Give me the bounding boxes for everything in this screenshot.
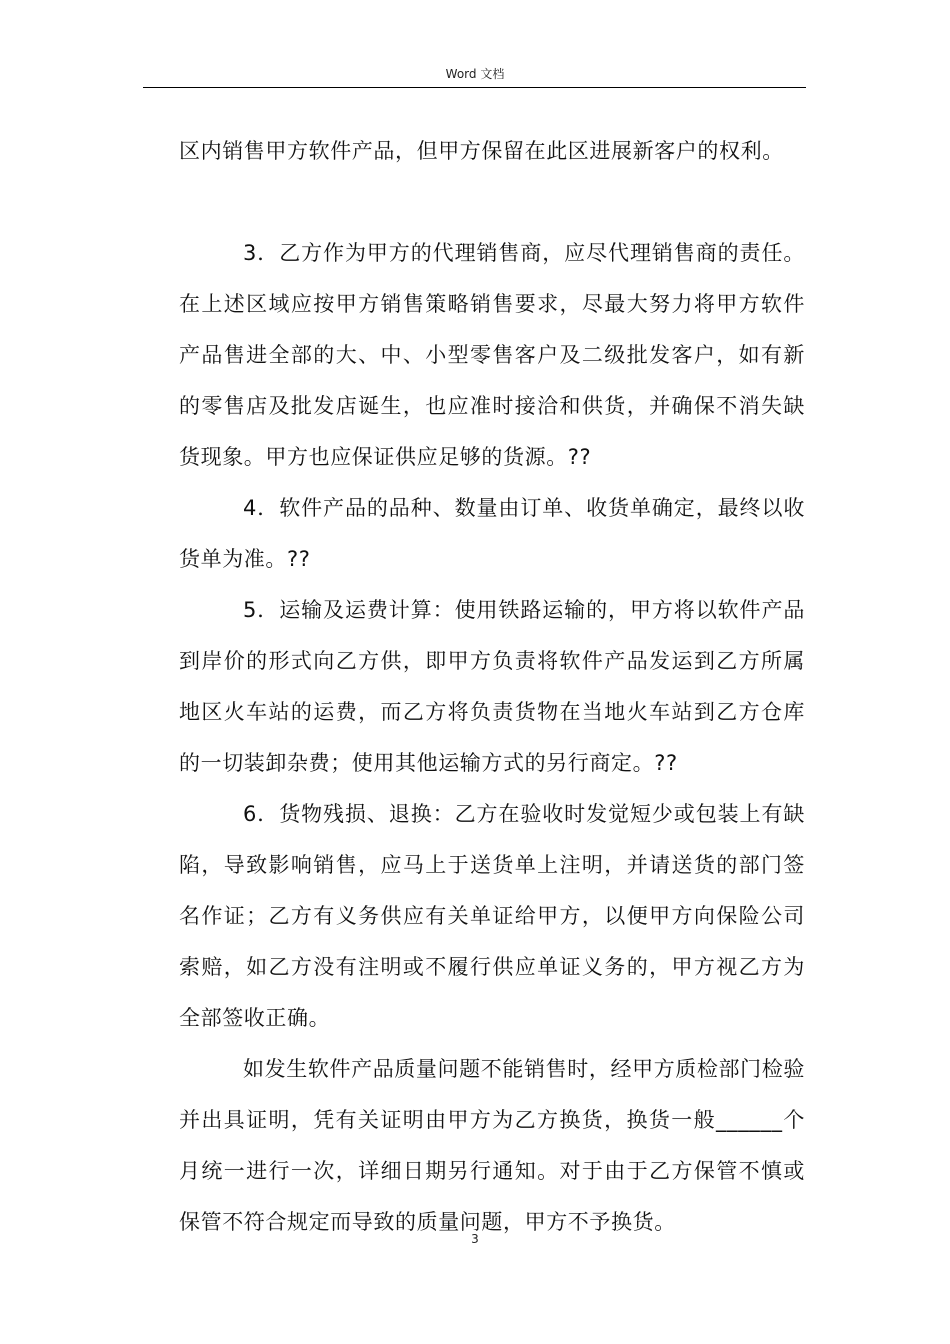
paragraph-continuation: 区内销售甲方软件产品，但甲方保留在此区进展新客户的权利。 (179, 139, 784, 163)
paragraph-clause-5: 5．运输及运费计算：使用铁路运输的，甲方将以软件产品到岸价的形式向乙方供，即甲方负责将软件产品发运到乙方所属地区火车站的运费，而乙方将负责货物在当地火车站到乙方仓库的一切装卸杂费；使用其他运输方式的另行商定。?? (179, 598, 805, 775)
page-number: 3 (471, 1232, 479, 1246)
document-body (179, 126, 805, 1248)
paragraph-clause-6: 6．货物残损、退换：乙方在验收时发觉短少或包装上有缺陷，导致影响销售，应马上于送货单上注明，并请送货的部门签名作证；乙方有义务供应有关单证给甲方，以便甲方向保险公司索赔，如乙方没有注明或不履行供应单证义务的，甲方视乙方为全部签收正确。 (179, 802, 805, 1030)
paragraph-clause-3: 3．乙方作为甲方的代理销售商，应尽代理销售商的责任。在上述区域应按甲方销售策略销售要求，尽最大努力将甲方软件产品售进全部的大、中、小型零售客户及二级批发客户，如有新的零售店及批发店诞生，也应准时接洽和供货，并确保不消失缺货现象。甲方也应保证供应足够的货源。?? (179, 241, 805, 469)
paragraph-quality-exchange: 如发生软件产品质量问题不能销售时，经甲方质检部门检验并出具证明，凭有关证明由甲方为乙方换货，换货一般______个月统一进行一次，详细日期另行通知。对于由于乙方保管不慎或保管不符合规定而导致的质量问题，甲方不予换货。 (179, 1057, 805, 1234)
header-title: Word 文档 (445, 67, 505, 81)
paragraph-clause-4: 4．软件产品的品种、数量由订单、收货单确定，最终以收货单为准。?? (179, 496, 805, 571)
header-divider (143, 87, 806, 88)
